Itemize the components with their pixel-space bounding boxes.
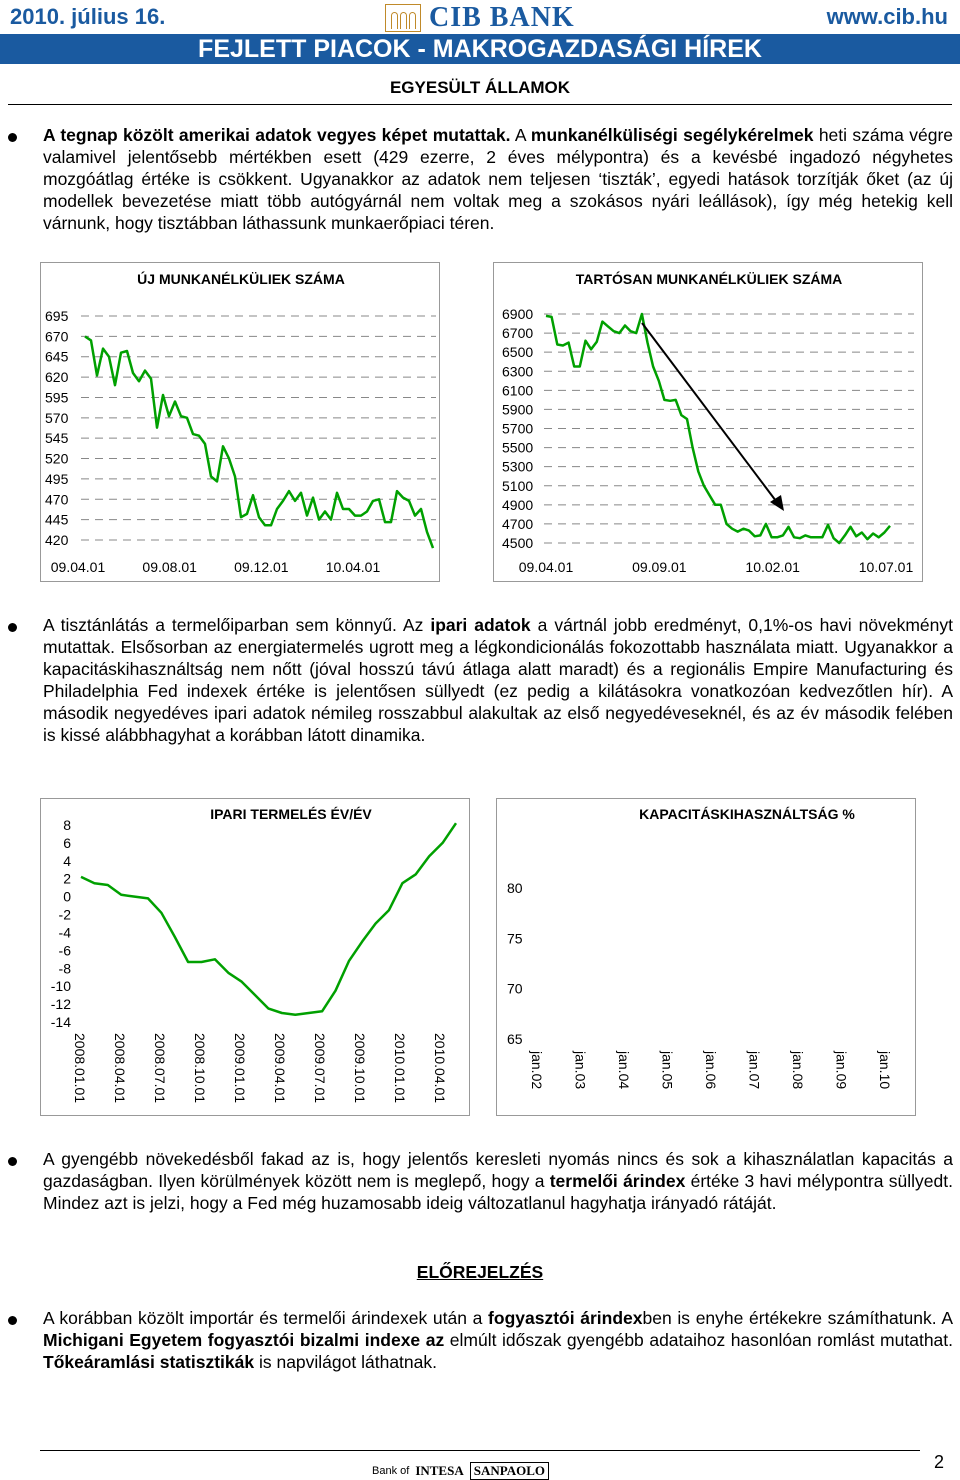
y-tick-label: 4900 bbox=[502, 496, 534, 513]
y-tick-label: 4500 bbox=[502, 535, 534, 551]
y-tick-label: 470 bbox=[45, 491, 69, 508]
paragraph-jobless-claims: A tegnap közölt amerikai adatok vegyes képet mutattak. A munkanélküliségi segélykérelmek heti száma végre valamivel jelentősebb mértékben esett (429 ezerre, 2 éves mélypontra) és a kevésbé ingadozó négyhetes mozgóátlag értéke is csökkent. Ugyanakkor az adatok nem teljesen ‘tiszták’, egyedi hatások torzítják őket (az új modellek bevezetése miatt több autógyárnál nem voltak meg a szokásos nyári leállások), így még hetekig kell várnunk, hogy tisztábban láthassunk munkaerőpiaci téren. bbox=[43, 125, 954, 233]
cib-logo-icon bbox=[385, 4, 421, 32]
x-tick-label: 2009.01.01 bbox=[232, 1033, 248, 1104]
x-tick-label: jan.05 bbox=[659, 1051, 676, 1090]
y-tick-label: 5900 bbox=[502, 401, 534, 418]
y-tick-label: 520 bbox=[45, 450, 69, 467]
x-tick-label: 2008.01.01 bbox=[72, 1033, 88, 1104]
y-tick-label: 670 bbox=[45, 328, 69, 345]
x-tick-label: 2009.04.01 bbox=[272, 1033, 288, 1104]
x-tick-label: 09.09.01 bbox=[632, 559, 687, 575]
x-tick-label: 2010.01.01 bbox=[392, 1033, 408, 1104]
y-tick-label: 2 bbox=[63, 870, 71, 887]
y-tick-label: -12 bbox=[50, 996, 71, 1013]
x-tick-label: 09.12.01 bbox=[234, 559, 289, 575]
x-tick-label: jan.04 bbox=[616, 1051, 632, 1090]
x-tick-label: 2009.10.01 bbox=[352, 1033, 368, 1104]
y-tick-label: 70 bbox=[507, 980, 523, 997]
x-tick-label: jan.09 bbox=[833, 1051, 850, 1090]
y-tick-label: 65 bbox=[507, 1031, 523, 1047]
y-tick-label: -2 bbox=[58, 906, 71, 923]
x-tick-label: 2009.07.01 bbox=[312, 1033, 328, 1104]
y-tick-label: 6300 bbox=[502, 363, 534, 380]
y-tick-label: 495 bbox=[45, 470, 69, 487]
y-tick-label: 595 bbox=[45, 389, 69, 406]
lead-sentence: A tegnap közölt amerikai adatok vegyes képet mutattak. bbox=[43, 125, 511, 145]
highlight-industrial: ipari adatok bbox=[430, 615, 531, 635]
y-tick-label: 5500 bbox=[502, 439, 534, 456]
paragraph-forecast: A korábban közölt importár és termelői árindexek után a fogyasztói árindexben is enyhe értékekre számíthatunk. A Michigani Egyetem fogyasztói bizalmi indexe az elmúlt időszak gyengébb adataihoz hasonlóan romlást mutathat. Tőkeáramlási statisztikák is napvilágot láthatnak. bbox=[43, 1308, 954, 1372]
chart-title: IPARI TERMELÉS ÉV/ÉV bbox=[210, 806, 372, 822]
x-tick-label: 2008.10.01 bbox=[192, 1033, 208, 1104]
x-tick-label: jan.02 bbox=[529, 1051, 545, 1090]
x-tick-label: 2010.04.01 bbox=[432, 1033, 448, 1104]
y-tick-label: 0 bbox=[63, 888, 71, 905]
x-tick-label: jan.07 bbox=[746, 1051, 763, 1090]
chart-plot bbox=[497, 799, 917, 1117]
paragraph-industrial: A tisztánlátás a termelőiparban sem könnyű. Az ipari adatok a vártnál jobb eredményt, 0,1%-os havi növekményt mutattak. Elsősorban az energiatermelés ugrott meg a légkondicionálás fokozottabb használata miatt. Ugyanakkor a kapacitáskihasználtság nem nőtt (jóval hosszú távú átlaga alatt maradt) és a regionális Empire Manufacturing és Philadelphia Fed indexek értéke is jelentősen süllyedt (ez pedig a kilátásokra vonatkozóan kedvezőtlen hír). A második negyedéves ipari adatok némileg rosszabbul alakultak az első negyedéveseknél, és az év második felében is kissé alábbhagyhat a korábban látott dinamika. bbox=[43, 615, 954, 745]
x-tick-label: 09.04.01 bbox=[518, 559, 574, 575]
title-banner bbox=[0, 34, 960, 64]
y-tick-label: 620 bbox=[45, 369, 69, 386]
trend-arrow-icon bbox=[642, 323, 776, 501]
chart-title: TARTÓSAN MUNKANÉLKÜLIEK SZÁMA bbox=[575, 271, 843, 287]
chart-new-jobless bbox=[40, 262, 440, 582]
chart-title: ÚJ MUNKANÉLKÜLIEK SZÁMA bbox=[137, 271, 345, 287]
region-heading: EGYESÜLT ÁLLAMOK bbox=[389, 78, 571, 97]
bullet-icon bbox=[8, 1316, 17, 1325]
chart-industrial-production bbox=[40, 798, 470, 1116]
y-tick-label: 5100 bbox=[502, 477, 534, 494]
page-number: 2 bbox=[933, 1452, 944, 1472]
x-tick-label: jan.10 bbox=[877, 1051, 893, 1090]
y-tick-label: 5300 bbox=[502, 458, 534, 475]
y-tick-label: -14 bbox=[50, 1014, 71, 1030]
x-tick-label: 2008.04.01 bbox=[112, 1033, 128, 1104]
highlight-ppi: termelői árindex bbox=[549, 1171, 686, 1191]
y-tick-label: -10 bbox=[50, 978, 71, 995]
y-tick-label: 695 bbox=[45, 308, 69, 324]
banner-title: FEJLETT PIACOK - MAKROGAZDASÁGI HÍREK bbox=[198, 35, 762, 63]
bullet-icon bbox=[8, 623, 17, 632]
y-tick-label: 6 bbox=[63, 834, 71, 851]
footer-bank-of: Bank of bbox=[372, 1465, 410, 1477]
y-tick-label: 445 bbox=[45, 511, 69, 528]
divider bbox=[8, 104, 952, 105]
section-heading-forecast: ELŐREJELZÉS bbox=[416, 1262, 544, 1282]
bullet-icon bbox=[8, 133, 17, 142]
y-tick-label: 645 bbox=[45, 348, 69, 365]
x-tick-label: jan.06 bbox=[703, 1051, 719, 1090]
x-tick-label: 10.07.01 bbox=[858, 559, 914, 575]
y-tick-label: 6700 bbox=[502, 325, 534, 342]
y-tick-label: 8 bbox=[63, 817, 71, 833]
footer-sanpaolo: SANPAOLO bbox=[470, 1462, 549, 1480]
chart-plot bbox=[41, 799, 471, 1117]
chart-plot bbox=[41, 263, 441, 583]
series-line bbox=[81, 823, 456, 1015]
y-tick-label: -4 bbox=[58, 924, 71, 941]
y-tick-label: 4700 bbox=[502, 515, 534, 532]
y-tick-label: 570 bbox=[45, 409, 69, 426]
highlight-capital-flows: Tőkeáramlási statisztikák bbox=[43, 1352, 255, 1372]
x-tick-label: 09.04.01 bbox=[50, 559, 106, 575]
series-line bbox=[85, 336, 433, 548]
highlight-claims: munkanélküliségi segélykérelmek bbox=[530, 125, 814, 145]
y-tick-label: 420 bbox=[45, 532, 69, 548]
chart-title: KAPACITÁSKIHASZNÁLTSÁG % bbox=[639, 806, 855, 822]
x-tick-label: jan.03 bbox=[572, 1051, 589, 1090]
chart-plot bbox=[494, 263, 924, 583]
bank-name: CIB BANK bbox=[429, 2, 575, 33]
x-tick-label: 09.08.01 bbox=[142, 559, 197, 575]
footer-divider bbox=[40, 1450, 920, 1451]
y-tick-label: -8 bbox=[58, 960, 71, 977]
x-tick-label: 2008.07.01 bbox=[152, 1033, 168, 1104]
highlight-michigan: Michigani Egyetem fogyasztói bizalmi indexe az bbox=[43, 1330, 445, 1350]
y-tick-label: 6900 bbox=[502, 306, 534, 322]
highlight-cpi: fogyasztói árindex bbox=[488, 1308, 643, 1328]
y-tick-label: 80 bbox=[507, 880, 523, 896]
x-tick-label: 10.02.01 bbox=[745, 559, 800, 575]
y-tick-label: 75 bbox=[507, 930, 523, 947]
x-tick-label: jan.08 bbox=[790, 1051, 806, 1090]
report-date: 2010. július 16. bbox=[10, 4, 166, 29]
paragraph-demand: A gyengébb növekedésből fakad az is, hogy jelentős keresleti nyomás nincs és sok a kihasználatlan kapacitás a gazdaságban. Ilyen körülmények között nem is meglepő, hogy a termelői árindex értéke 3 havi mélypontra süllyedt. Mindez azt is jelzi, hogy a Fed még huzamosabb ideig változatlanul hagyhatja irányadó rátáját. bbox=[43, 1149, 953, 1213]
footer-intesa: INTESA bbox=[415, 1463, 464, 1478]
footer-logo bbox=[372, 1462, 549, 1480]
y-tick-label: 4 bbox=[63, 852, 71, 869]
chart-long-term-jobless bbox=[493, 262, 923, 582]
y-tick-label: 5700 bbox=[502, 420, 534, 437]
y-tick-label: 6100 bbox=[502, 382, 534, 399]
cib-bank-logo bbox=[385, 2, 575, 34]
x-tick-label: 10.04.01 bbox=[325, 559, 381, 575]
website-link[interactable]: www.cib.hu bbox=[826, 4, 948, 29]
y-tick-label: 6500 bbox=[502, 344, 534, 361]
bullet-icon bbox=[8, 1157, 17, 1166]
y-tick-label: 545 bbox=[45, 430, 69, 447]
chart-capacity-utilization bbox=[496, 798, 916, 1116]
y-tick-label: -6 bbox=[58, 942, 71, 959]
